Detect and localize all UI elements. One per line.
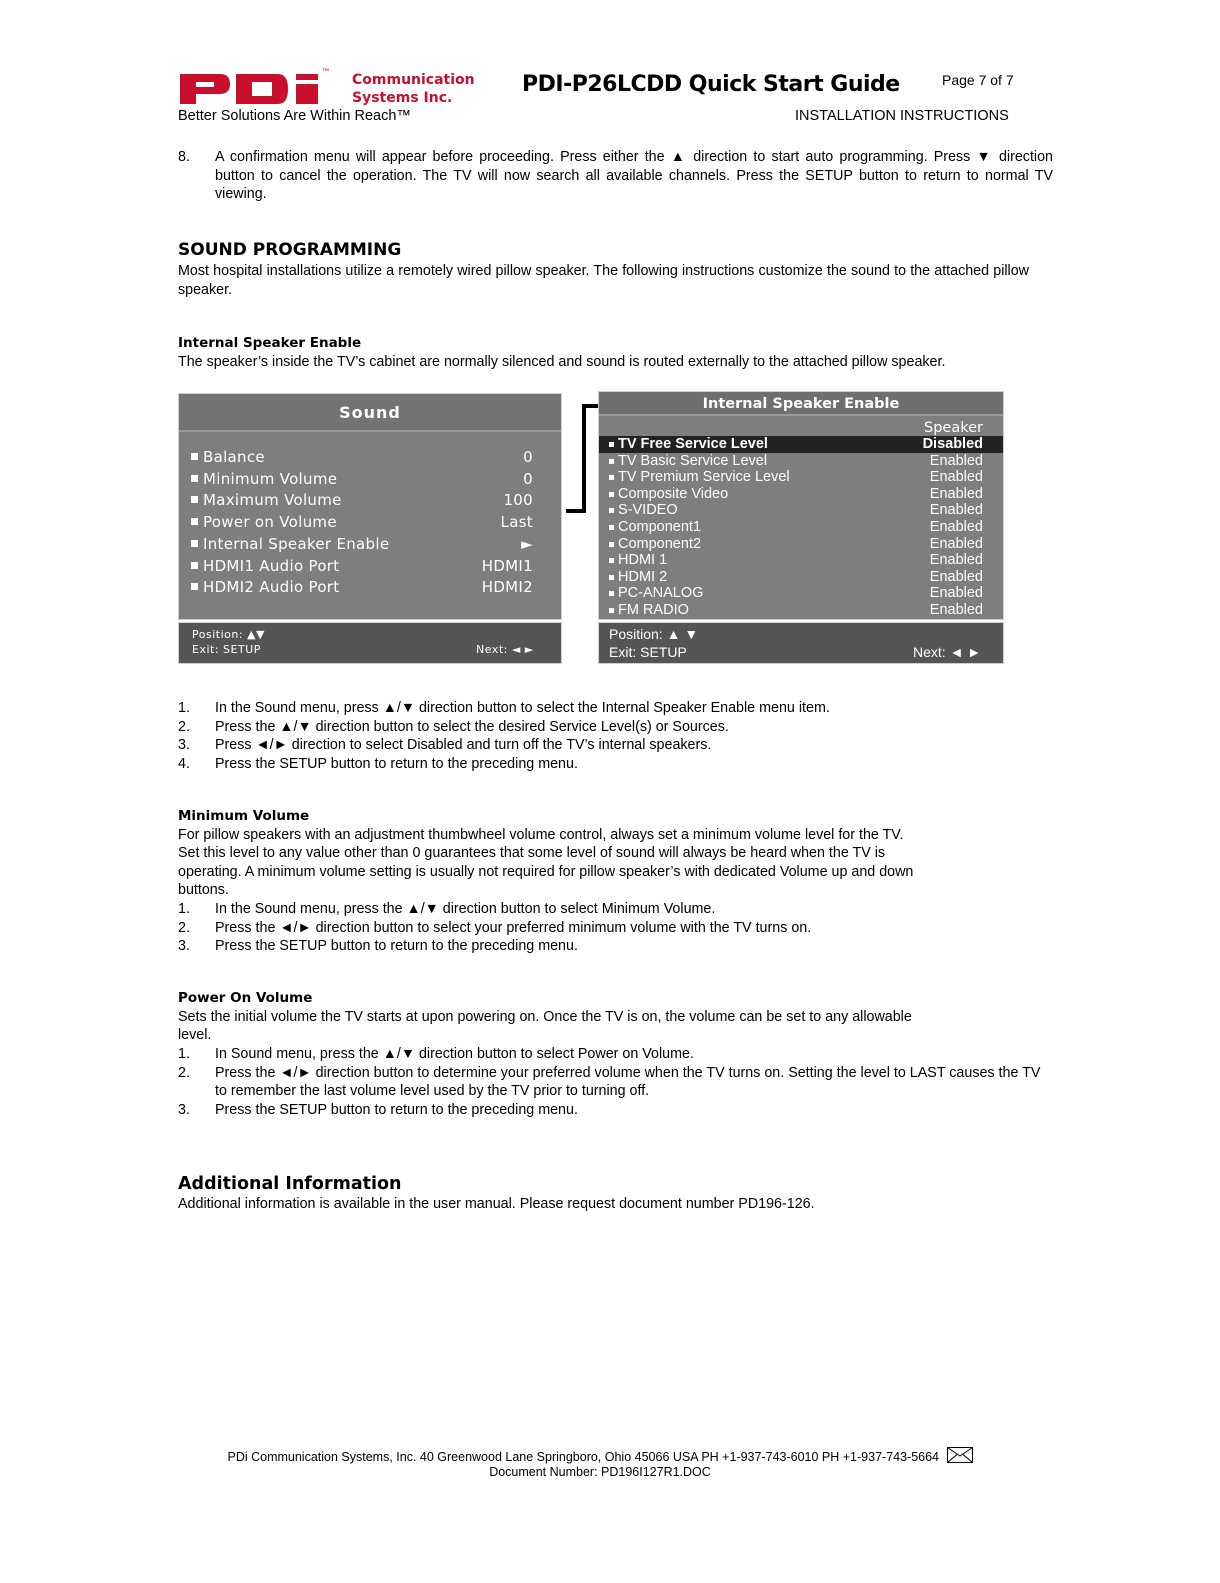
- ise-menu-item-text: PC-ANALOG: [618, 585, 704, 602]
- sound-menu-item-value: HDMI1: [481, 556, 533, 575]
- list-number: 1.: [178, 1046, 190, 1062]
- list-item: [178, 900, 1058, 919]
- bullet-icon: [609, 442, 614, 447]
- list-number: 2.: [178, 1064, 190, 1081]
- document-title: PDI-P26LCDD Quick Start Guide: [522, 72, 900, 97]
- sound-menu-item: [191, 470, 533, 488]
- list-text: Press the ◄/► direction button to determine your preferred volume when the TV turns on. Setting the level to LAST causes the TV to remember the last volume level used by the TV prior to turning off.: [215, 1064, 1041, 1099]
- ise-menu-screenshot: [598, 391, 1004, 620]
- list-number: 3.: [178, 737, 190, 753]
- list-text: Press the ◄/► direction button to select your preferred minimum volume with the TV turns on.: [215, 919, 812, 936]
- section-label: INSTALLATION INSTRUCTIONS: [795, 108, 1009, 124]
- ise-menu-item: [599, 552, 1003, 569]
- sound-menu-item-text: HDMI1 Audio Port: [203, 556, 340, 575]
- paragraph-line: Sets the initial volume the TV starts at upon powering on. Once the TV is on, the volume can be set to any allowable: [178, 1009, 912, 1025]
- minimum-volume-heading: Minimum Volume: [178, 808, 310, 824]
- sound-menu-item: [191, 557, 533, 575]
- ise-menu-item-text: Component1: [618, 519, 702, 535]
- bullet-icon: [609, 575, 614, 580]
- ise-menu-item: [599, 602, 1003, 619]
- ise-menu-item-value: Enabled: [929, 502, 983, 519]
- sound-menu-item-label: [191, 448, 265, 466]
- ise-menu-item-value: Enabled: [929, 469, 983, 486]
- sound-menu-item-text: Power on Volume: [203, 513, 337, 532]
- ise-menu-item: [599, 569, 1003, 586]
- sound-menu-item-value: Last: [500, 513, 533, 532]
- ise-menu-item: [599, 436, 1003, 453]
- bullet-icon: [609, 542, 614, 547]
- ise-menu-item-value: Disabled: [922, 436, 983, 452]
- sound-menu-item-label: [191, 470, 337, 488]
- ise-menu-item-text: TV Basic Service Level: [618, 452, 768, 469]
- ise-footer-next: Next: ◄ ►: [913, 644, 982, 660]
- bullet-icon: [609, 608, 614, 613]
- power-on-volume-heading: Power On Volume: [178, 990, 313, 1006]
- paragraph-line: level.: [178, 1027, 212, 1044]
- list-item: [178, 718, 1058, 737]
- list-text: In the Sound menu, press ▲/▼ direction button to select the Internal Speaker Enable menu item.: [215, 700, 830, 716]
- sound-programming-intro: Most hospital installations utilize a remotely wired pillow speaker. The following instructions customize the sound to the attached pillow speaker.: [178, 263, 1029, 298]
- ise-menu-item-label: [609, 552, 667, 569]
- sound-menu-footer: [178, 622, 562, 664]
- footer-contact-line: [150, 1447, 1050, 1464]
- list-item: [178, 1064, 1058, 1101]
- additional-info-heading: Additional Information: [178, 1174, 402, 1194]
- sound-menu-item-value: 100: [503, 491, 533, 510]
- sound-menu-item-value: ►: [521, 534, 533, 553]
- internal-speaker-intro: The speaker’s inside the TV’s cabinet are normally silenced and sound is routed externally to the attached pillow speaker.: [178, 354, 946, 370]
- ise-menu-item: [599, 585, 1003, 602]
- bullet-icon: [191, 540, 198, 547]
- ise-menu-item-value: Enabled: [929, 535, 983, 552]
- ise-menu-item-value: Enabled: [929, 485, 983, 502]
- bullet-icon: [609, 508, 614, 513]
- bullet-icon: [191, 496, 198, 503]
- sound-menu-item: [191, 535, 533, 553]
- tagline: Better Solutions Are Within Reach™: [178, 108, 411, 124]
- ise-menu-item-label: [609, 436, 768, 453]
- ise-menu-title: Internal Speaker Enable: [599, 392, 1003, 416]
- ise-menu-item-value: Enabled: [929, 519, 983, 535]
- ise-menu-item-label: [609, 536, 701, 553]
- ise-menu-item-value: Enabled: [929, 568, 983, 585]
- sound-menu-item-label: [191, 557, 339, 575]
- list-text: In the Sound menu, press the ▲/▼ direction button to select Minimum Volume.: [215, 901, 716, 917]
- list-number: 3.: [178, 938, 190, 954]
- ise-menu-item-label: [609, 602, 689, 619]
- sound-programming-heading: SOUND PROGRAMMING: [178, 240, 402, 260]
- ise-menu-item: [599, 486, 1003, 503]
- sound-menu-item: [191, 513, 533, 531]
- ise-menu-item: [599, 469, 1003, 486]
- sound-menu-item-text: Balance: [203, 448, 265, 466]
- ise-menu-item: [599, 536, 1003, 553]
- bullet-icon: [609, 492, 614, 497]
- additional-info-text: Additional information is available in the user manual. Please request document number PD196-126.: [178, 1196, 815, 1212]
- step-8-text: A confirmation menu will appear before proceeding. Press either the ▲ direction to start auto programming. Press ▼ direction button to cancel the operation. The TV will now search all available channels. Press the SETUP button to return to normal TV viewing.: [215, 149, 1053, 202]
- ise-column-header: Speaker: [924, 420, 983, 436]
- list-item: [178, 937, 1058, 956]
- ise-menu-item: [599, 453, 1003, 470]
- list-item: [178, 699, 1058, 718]
- company-name-line1: Communication: [352, 72, 475, 88]
- trademark-mark: ™: [322, 68, 329, 75]
- ise-menu-item-text: TV Premium Service Level: [618, 469, 790, 486]
- ise-menu-item-text: S-VIDEO: [618, 502, 678, 519]
- footer-document-number: Document Number: PD196I127R1.DOC: [489, 1465, 711, 1479]
- sound-menu-title: Sound: [179, 394, 561, 432]
- sound-menu-item-text: Internal Speaker Enable: [203, 534, 390, 553]
- ise-menu-item: [599, 519, 1003, 536]
- page-number: Page 7 of 7: [942, 72, 1014, 88]
- bullet-icon: [609, 558, 614, 563]
- list-item: [178, 1101, 1058, 1120]
- paragraph-line: For pillow speakers with an adjustment thumbwheel volume control, always set a minimum volume level for the TV.: [178, 827, 904, 843]
- bullet-icon: [191, 453, 198, 460]
- list-number: 4.: [178, 755, 190, 772]
- sound-menu-screenshot: [178, 393, 562, 620]
- ise-menu-footer: [598, 622, 1004, 664]
- list-item: [178, 755, 1058, 774]
- list-text: In Sound menu, press the ▲/▼ direction button to select Power on Volume.: [215, 1046, 694, 1062]
- bullet-icon: [609, 475, 614, 480]
- list-text: Press the ▲/▼ direction button to select the desired Service Level(s) or Sources.: [215, 718, 729, 735]
- sound-menu-item-text: HDMI2 Audio Port: [203, 578, 340, 597]
- ise-menu-item-text: HDMI 1: [618, 552, 668, 569]
- paragraph-line: operating. A minimum volume setting is usually not required for pillow speaker’s with dedicated Volume up and down: [178, 863, 914, 880]
- ise-menu-item-value: Enabled: [929, 602, 983, 618]
- internal-speaker-heading: Internal Speaker Enable: [178, 335, 362, 351]
- list-number: 1.: [178, 901, 190, 917]
- ise-menu-item-label: [609, 453, 767, 470]
- ise-footer-exit: Exit: SETUP: [609, 644, 687, 660]
- step-8: [178, 148, 1058, 208]
- list-number: 2.: [178, 718, 190, 735]
- sound-menu-item-value: HDMI2: [481, 578, 533, 597]
- list-item: [178, 1045, 1058, 1064]
- list-text: Press the SETUP button to return to the preceding menu.: [215, 1101, 578, 1118]
- ise-menu-item: [599, 502, 1003, 519]
- sound-menu-item-value: 0: [523, 448, 533, 466]
- sound-menu-item-text: Maximum Volume: [203, 491, 342, 510]
- bullet-icon: [609, 591, 614, 596]
- ise-menu-item-text: FM RADIO: [618, 602, 689, 618]
- list-item: [178, 919, 1058, 938]
- bullet-icon: [191, 562, 198, 569]
- ise-menu-item-value: Enabled: [929, 585, 983, 602]
- sound-menu-item-label: [191, 578, 339, 596]
- list-text: Press the SETUP button to return to the preceding menu.: [215, 938, 578, 954]
- sound-menu-item: [191, 491, 533, 509]
- footer-contact: PDi Communication Systems, Inc. 40 Greenwood Lane Springboro, Ohio 45066 USA PH +1-937-743-6010 PH +1-937-743-5664: [227, 1450, 940, 1464]
- list-text: Press the SETUP button to return to the preceding menu.: [215, 755, 578, 772]
- ise-menu-item-value: Enabled: [929, 452, 983, 469]
- pdi-logo: [180, 70, 332, 108]
- paragraph-line: buttons.: [178, 881, 229, 898]
- list-item: [178, 736, 1058, 755]
- bullet-icon: [191, 518, 198, 525]
- ise-menu-item-label: [609, 585, 703, 602]
- bullet-icon: [609, 459, 614, 464]
- list-number: 1.: [178, 700, 190, 716]
- ise-menu-item-text: TV Free Service Level: [618, 436, 768, 452]
- ise-menu-item-value: Enabled: [929, 552, 983, 569]
- sound-footer-position: Position: ▲▼: [192, 628, 265, 641]
- sound-menu-item-value: 0: [523, 469, 533, 488]
- sound-menu-item: [191, 578, 533, 596]
- ise-menu-item-label: [609, 569, 667, 586]
- sound-menu-item-label: [191, 491, 342, 509]
- pdi-logo-mark: [180, 70, 332, 108]
- ise-menu-item-label: [609, 469, 790, 486]
- bullet-icon: [609, 525, 614, 530]
- company-name-line2: Systems Inc.: [352, 90, 453, 106]
- ise-menu-item-text: Composite Video: [618, 485, 729, 502]
- list-number: 8.: [178, 149, 190, 165]
- paragraph-line: Set this level to any value other than 0 guarantees that some level of sound will always be heard when the TV is: [178, 845, 886, 862]
- ise-menu-item-label: [609, 519, 701, 536]
- list-text: Press ◄/► direction to select Disabled and turn off the TV’s internal speakers.: [215, 737, 712, 753]
- ise-footer-position: Position: ▲ ▼: [609, 626, 699, 642]
- ise-menu-item-label: [609, 502, 678, 519]
- ise-menu-item-text: Component2: [618, 535, 702, 552]
- sound-menu-item-text: Minimum Volume: [203, 469, 338, 488]
- bullet-icon: [191, 475, 198, 482]
- mail-icon: [947, 1447, 973, 1463]
- list-number: 2.: [178, 919, 190, 936]
- bullet-icon: [191, 583, 198, 590]
- sound-footer-next: Next: ◄ ►: [476, 643, 534, 656]
- sound-menu-item: [191, 448, 533, 466]
- list-number: 3.: [178, 1101, 190, 1118]
- ise-menu-item-text: HDMI 2: [618, 568, 668, 585]
- sound-menu-item-label: [191, 535, 389, 553]
- sound-footer-exit: Exit: SETUP: [192, 643, 261, 656]
- page-footer: [150, 1447, 1050, 1479]
- ise-menu-item-label: [609, 486, 728, 503]
- sound-menu-item-label: [191, 513, 337, 531]
